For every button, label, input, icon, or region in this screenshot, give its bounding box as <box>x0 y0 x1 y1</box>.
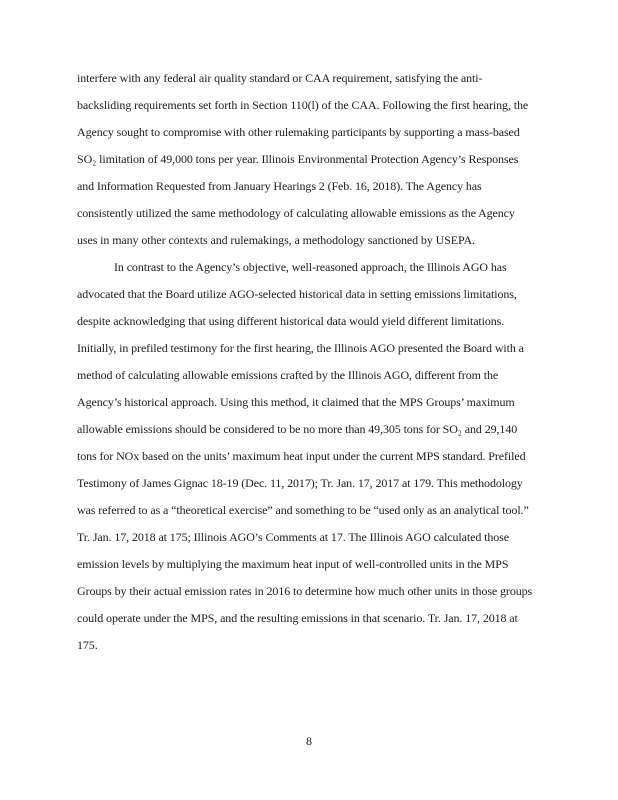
text-line: Agency’s historical approach. Using this method, it claimed that the MPS Groups’ maximum <box>77 395 515 409</box>
text-line: advocated that the Board utilize AGO-selected historical data in setting emissions limitations, <box>77 287 517 301</box>
text-line: tons for NOx based on the units’ maximum heat input under the current MPS standard. Prefiled <box>77 449 526 463</box>
text-line: SO₂ limitation of 49,000 tons per year. Illinois Environmental Protection Agency’s Responses <box>77 152 519 166</box>
text-line: Tr. Jan. 17, 2018 at 175; Illinois AGO’s Comments at 17. The Illinois AGO calculated those <box>77 530 509 544</box>
text-line: interfere with any federal air quality standard or CAA requirement, satisfying the anti- <box>77 71 483 85</box>
text-line: backsliding requirements set forth in Section 110(l) of the CAA. Following the first hearing, the <box>77 98 529 112</box>
text-line: was referred to as a “theoretical exercise” and something to be “used only as an analytical tool.” <box>77 503 529 517</box>
text-line: Initially, in prefiled testimony for the first hearing, the Illinois AGO presented the Board with a <box>77 341 524 355</box>
body-text <box>77 65 547 659</box>
text-line: Groups by their actual emission rates in 2016 to determine how much other units in those groups <box>77 584 533 598</box>
text-line: uses in many other contexts and rulemakings, a methodology sanctioned by USEPA. <box>77 233 475 247</box>
text-line: and Information Requested from January Hearings 2 (Feb. 16, 2018). The Agency has <box>77 179 482 193</box>
text-line: allowable emissions should be considered to be no more than 49,305 tons for SO₂ and 29,140 <box>77 422 518 436</box>
text-line: could operate under the MPS, and the resulting emissions in that scenario. Tr. Jan. 17, 2018 at <box>77 611 518 625</box>
text-line: consistently utilized the same methodology of calculating allowable emissions as the Agency <box>77 206 515 220</box>
page-number: 8 <box>306 734 312 748</box>
text-line: emission levels by multiplying the maximum heat input of well-controlled units in the MPS <box>77 557 509 571</box>
text-line: despite acknowledging that using different historical data would yield different limitations. <box>77 314 505 328</box>
text-line: Agency sought to compromise with other rulemaking participants by supporting a mass-based <box>77 125 520 139</box>
text-line: 175. <box>77 638 98 652</box>
text-line: Testimony of James Gignac 18-19 (Dec. 11, 2017); Tr. Jan. 17, 2017 at 179. This methodology <box>77 476 523 490</box>
text-line: method of calculating allowable emissions crafted by the Illinois AGO, different from the <box>77 368 499 382</box>
paragraph-first-line: In contrast to the Agency’s objective, well-reasoned approach, the Illinois AGO has <box>114 260 507 274</box>
